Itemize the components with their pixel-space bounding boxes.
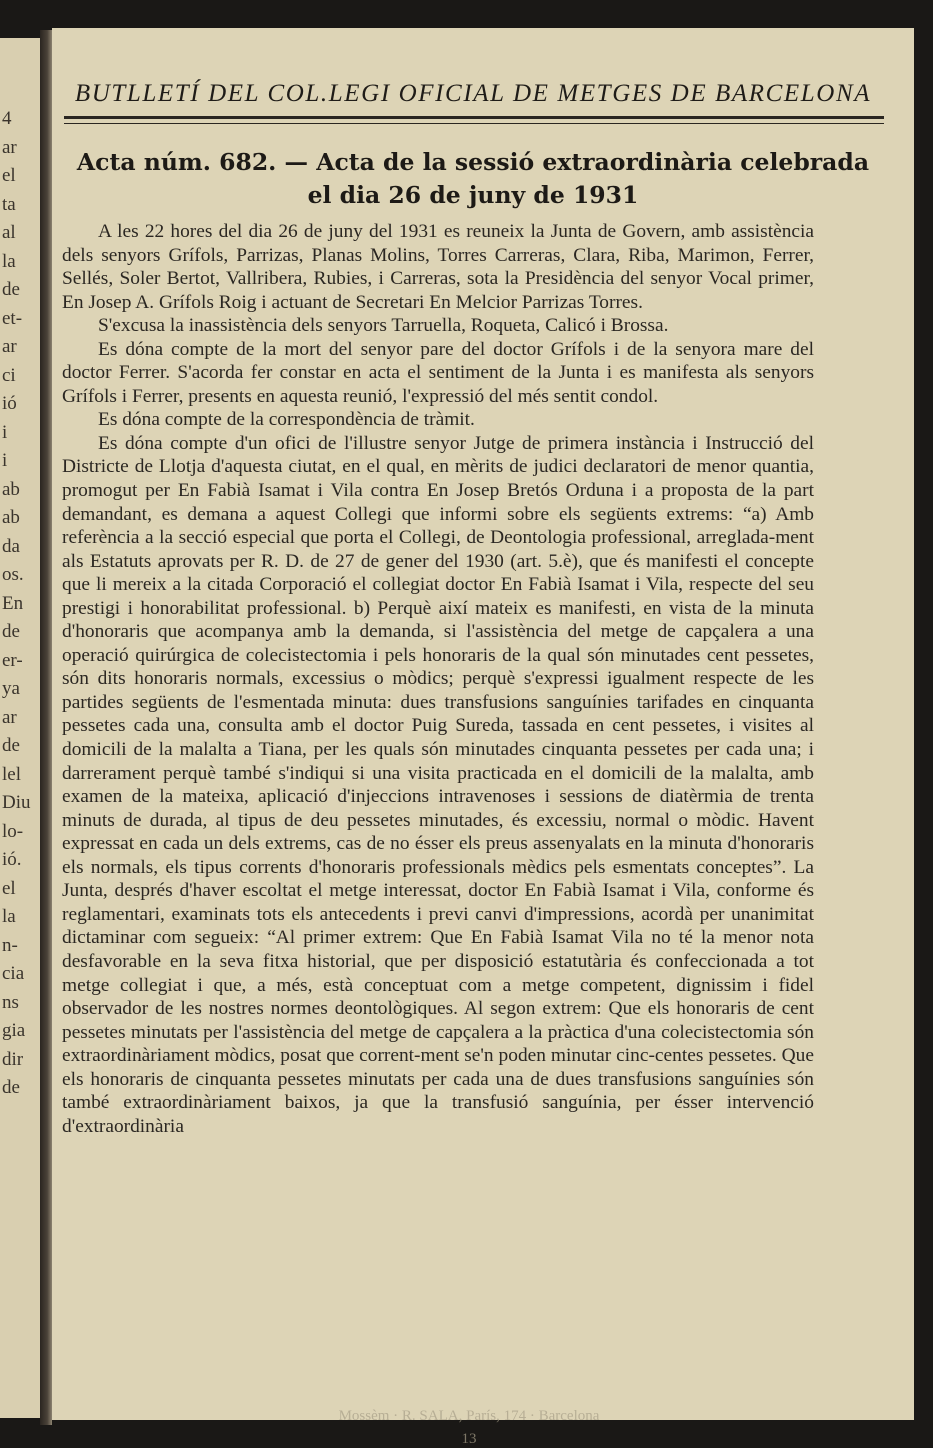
footer-stamp-text: Mossèm · R. SALA, París, 174 · Barcelona (338, 1408, 600, 1424)
previous-page-fragment: ió. (2, 849, 22, 870)
previous-page-fragment: 4 (2, 108, 12, 129)
previous-page-fragment: ar (2, 136, 17, 158)
paragraph: S'excusa la inassistència dels senyors Tarruella, Roqueta, Calicó i Brossa. (98, 315, 669, 337)
previous-page-fragment: ta (2, 193, 16, 215)
header-rule-thin (64, 123, 884, 124)
title-line-1: Acta núm. 682. — Acta de la sessió extraordinària celebrada (76, 148, 870, 176)
paragraph: Es dóna compte de la correspondència de tràmit. (98, 409, 475, 431)
paragraph: Es dóna compte d'un ofici de l'illustre senyor Jutge de primera instància i Instrucció del Districte de Llotja d'aquesta ciutat, en el qual, en mèrits de judici declaratori de menor quantia, promogut per En Fabià Isamat i Vila contra En Josep Bretós Orduna i a proposta de la part demandant, es demana a aquest Collegi que informi sobre els següents extrems: “a) Amb referència a la secció especial que porta el Collegi, de Deontologia professional, arreglada-ment als Estatuts aprovats per R. D. de 27 de gener del 1930 (art. 5.è), que és manifesti el concepte que li mereix a la citada Corporació el collegiat doctor En Fabià Isamat i Vila, respecte del seu prestigi i honorabilitat professional. b) Perquè així mateix es manifesti, en vista de la minuta d'honoraris que acompanya amb la demanda, si l'assistència del metge de capçalera a una operació quirúrgica de colecistectomia i pels honoraris de la qual són minutades cent pessetes, són dits honoraris normals, excessius o mòdics; perquè s'expressi igualment respecte de les partides següents de l'esmentada minuta: dues transfusions sanguínies tarifades en cinquanta pessetes cada una, consulta amb el doctor Puig Sureda, tassada en cent pessetes, i visites al domicili de la malalta a Tiana, per les quals són minutades cinquanta pessetes per cada una; i darrerament perquè també s'indiqui si una visita practicada en el domicili de la malalta, amb examen de la mateixa, aplicació d'injeccions intravenoses i sessions de diatèrmia de trenta minuts de durada, al tipus de deu pessetes minutades, és excessiu, normal o mòdic. Havent expressat en cada un dels extrems, cas de no ésser els preus assenyalats en la minuta d'honoraris els normals, els tipus corrents d'honoraris professionals mèdics pels esmentats conceptes”. La Junta, després d'haver escoltat el metge interessat, doctor En Fabià Isamat i Vila, conforme és reglamentari, examinats tots els antecedents i previ canvi d'impressions, acordà per unanimitat dictaminar com segueix: “Al primer extrem: Que En Fabià Isamat Vila no té la menor nota desfavorable en la seva fitxa historial, que per disposició estatutària és confeccionada a tot metge collegiat i que, a més, està conceptuat com a metge competent, dignissim i fidel observador de les nostres normes deontològiques. Al segon extrem: Que els honoraris de cent pessetes minutats per l'assistència del metge de capçalera a la pràctica d'una colecistectomia són extraordinàriament mòdics, posat que corrent-ment se'n poden minutar cinc-centes pessetes. Que els honoraris de cinquanta pessetes minutats per cada una de dues transfusions sanguínies són també extraordinàriament baixos, ja que la transfusió sanguínia, per ésser intervenció d'extraordinària (62, 432, 814, 1137)
previous-page-fragment: el (2, 165, 16, 186)
title-line-2: el dia 26 de juny de 1931 (307, 181, 639, 209)
previous-page-fragment: En (2, 592, 24, 614)
previous-page-fragment: ci (2, 364, 16, 386)
previous-page-fragment: lel (2, 763, 21, 785)
previous-page-fragment: la (2, 906, 16, 927)
previous-page-fragment: ab (2, 478, 20, 500)
previous-page-fragment: i (2, 421, 8, 443)
previous-page-fragment: ió (2, 393, 17, 414)
book-spine (40, 30, 52, 1425)
previous-page-fragment: i (2, 450, 8, 471)
previous-page-fragment: de (2, 735, 20, 756)
previous-page-fragment: Diu (2, 792, 31, 813)
page-number: 13 (461, 1431, 477, 1447)
previous-page-fragment: gia (2, 1020, 26, 1041)
previous-page-fragment: ab (2, 507, 20, 528)
previous-page-fragment: ar (2, 706, 17, 728)
body-text (62, 220, 814, 1138)
previous-page-fragment: cia (2, 963, 25, 984)
previous-page-fragment: er- (2, 649, 23, 671)
previous-page-fragment: os. (2, 564, 24, 585)
footer-stamp (144, 1408, 794, 1448)
previous-page-fragment: n- (2, 934, 18, 956)
previous-page-fragment: ya (2, 678, 20, 699)
previous-page-fragment: lo- (2, 820, 24, 842)
previous-page-fragment: ar (2, 336, 17, 357)
previous-page-fragment: de (2, 1077, 20, 1098)
document-page (52, 28, 914, 1447)
previous-page-fragment: dir (2, 1048, 24, 1070)
previous-page-fragment: de (2, 279, 20, 300)
previous-page-edge (0, 38, 43, 1418)
header-rule (64, 116, 884, 119)
previous-page-fragment: ns (2, 991, 19, 1013)
previous-page-fragment: et- (2, 307, 23, 329)
paragraph: A les 22 hores del dia 26 de juny del 1931 es reuneix la Junta de Govern, amb assistència dels senyors Grífols, Parrizas, Planas Molins, Torres Carreras, Clara, Riba, Marimon, Ferrer, Sellés, Soler Bertot, Vallribera, Rubies, i Carreras, sota la Presidència del senyor Vocal primer, En Josep A. Grífols Roig i actuant de Secretari En Melcior Parrizas Torres. (62, 221, 814, 313)
previous-page-fragment: da (2, 535, 20, 557)
previous-page-fragment: al (2, 222, 16, 243)
previous-page-fragment: la (2, 250, 16, 272)
previous-page-fragment: el (2, 877, 16, 899)
previous-page-fragment: de (2, 621, 20, 642)
paragraph: Es dóna compte de la mort del senyor pare del doctor Grífols i de la senyora mare del doctor Ferrer. S'acorda fer constar en acta el sentiment de la Junta i es manifesta als senyors Grífols i Ferrer, presents en aquesta reunió, l'expressió del més sentit condol. (62, 338, 814, 407)
document-title (62, 146, 884, 212)
running-header: BUTLLETÍ DEL COL.LEGI OFICIAL DE METGES DE BARCELONA (74, 80, 872, 107)
